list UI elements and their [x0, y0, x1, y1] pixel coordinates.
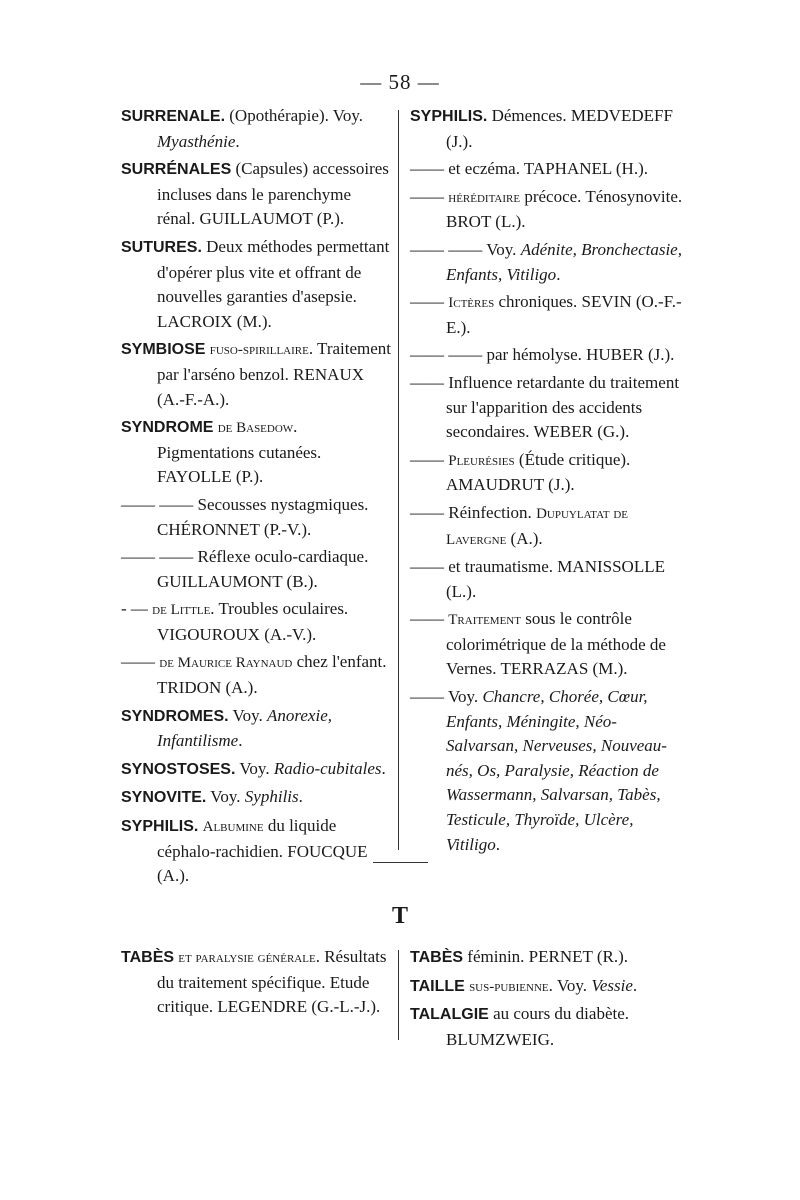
entry-text: Albumine [202, 819, 264, 836]
section-letter: T [391, 903, 408, 929]
entry-headword: TABÈS [410, 949, 464, 966]
entry-text: chroniques. SEVIN (O.-F.-E.). [446, 292, 682, 337]
entry-headword: SYNOVITE. [121, 789, 207, 807]
index-entry [121, 415, 393, 490]
entry-text: au cours du diabète. BLUMZWEIG. [446, 1004, 630, 1049]
index-entry [410, 290, 686, 340]
entry-headword: SYNDROMES. [121, 707, 229, 725]
entry-text: . [298, 787, 303, 807]
entry-text: —— —— Voy. [410, 239, 521, 259]
index-entry [121, 104, 393, 154]
index-entry [410, 501, 686, 552]
entry-text: de Little [152, 602, 211, 619]
index-entry [410, 343, 686, 368]
entry-text: —— Influence retardante du traitement sur l'apparition des accidents secondaires. WEBER (G.). [410, 372, 680, 442]
bottom-right-column [410, 945, 686, 1055]
entry-headword: SUTURES. [121, 238, 202, 256]
entry-text: de Maurice Raynaud [159, 655, 293, 672]
entry-text: fuso-spirillaire [209, 342, 309, 359]
right-column [410, 104, 686, 860]
entry-text: sous le contrôle colorimétrique de la méthode de Vernes. TERRAZAS (M.). [446, 609, 666, 679]
entry-headword: TAILLE [410, 977, 465, 995]
entry-text: Radio-cubitales [273, 758, 382, 778]
entry-headword: TALALGIE [410, 1006, 489, 1024]
index-entry [121, 757, 393, 783]
index-entry [121, 785, 393, 811]
entry-text: (Capsules) accessoires incluses dans le parenchyme rénal. GUILLAUMOT (P.). [157, 159, 389, 229]
left-column [121, 104, 393, 892]
entry-headword: SYNOSTOSES. [121, 760, 236, 778]
index-entry [410, 1002, 686, 1052]
entry-text: . Traitement par l'arséno benzol. RENAUX (A.-F.-A.). [157, 339, 392, 409]
entry-text: Ictères [448, 295, 495, 312]
entry-text: —— et eczéma. TAPHANEL (H.). [410, 159, 648, 179]
index-entry [121, 650, 393, 700]
index-entry [410, 685, 686, 857]
entry-text: Voy. [235, 758, 274, 778]
entry-text: —— [410, 186, 449, 206]
index-entry [410, 371, 686, 445]
entry-text: —— Voy. [410, 687, 483, 707]
entry-text: . Résultats du traitement spécifique. Etude critique. LEGENDRE (G.-L.-J.). [157, 947, 387, 1017]
index-entry [410, 185, 686, 235]
entry-text: Voy. [206, 787, 245, 807]
entry-text: Deux méthodes permettant d'opérer plus vite et offrant de nouvelles garanties d'asepsie. LACROIX (M.). [157, 236, 390, 331]
entry-text: . Troubles oculaires. VIGOUROUX (A.-V.). [157, 599, 349, 644]
entry-text: Vessie [591, 975, 633, 995]
index-entry [410, 238, 686, 287]
index-entry [121, 545, 393, 594]
index-entry [121, 597, 393, 647]
bottom-left-column [121, 945, 393, 1023]
entry-text: (A.). [506, 528, 543, 548]
entry-text: . [381, 758, 386, 778]
entry-text: —— [410, 449, 449, 469]
entry-text: . Voy. [548, 975, 592, 995]
index-entry [121, 235, 393, 334]
index-entry [410, 448, 686, 498]
section-separator-rule [373, 862, 428, 863]
column-divider [398, 110, 399, 850]
entry-text: Anorexie, Infantilisme [157, 705, 332, 751]
entry-text: —— —— Secousses nystagmiques. CHÉRONNET (P.-V.). [121, 494, 369, 539]
entry-text: héréditaire [448, 189, 521, 206]
bottom-column-divider [398, 950, 399, 1040]
entry-text: Myasthénie [157, 131, 236, 151]
index-entry [410, 607, 686, 682]
entry-text: . [556, 264, 561, 284]
entry-text: —— [410, 609, 449, 629]
entry-text: . [238, 731, 243, 751]
entry-text: (Étude critique). AMAUDRUT (J.). [446, 449, 631, 495]
entry-text: —— —— par hémolyse. HUBER (J.). [410, 345, 675, 365]
entry-text: —— Réinfection. [410, 502, 537, 522]
index-entry [410, 555, 686, 604]
entry-text: Voy. [228, 705, 268, 725]
entry-text: - — [121, 599, 153, 619]
entry-text: —— et traumatisme. MANISSOLLE (L.). [410, 557, 665, 601]
entry-text: de Basedow [217, 420, 294, 437]
entry-text: chez l'enfant. TRIDON (A.). [157, 652, 387, 698]
entry-text: féminin. PERNET (R.). [463, 947, 628, 966]
page-number: — 58 — [360, 70, 440, 94]
entry-text: Dupuylatat de Lavergne [446, 505, 628, 548]
index-entry [121, 337, 393, 412]
index-entry [121, 157, 393, 232]
entry-text: Démences. MEDVEDEFF (J.). [446, 106, 673, 151]
entry-headword: SYPHILIS. [410, 108, 488, 125]
entry-text: Chancre, Chorée, Cœur, Enfants, Méningite, Néo-Salvarsan, Nerveuses, Nouveau-nés, Os, Paralysie, Réaction de Wassermann, Salvarsan, Tabès, Testicule, Thyroïde, Ulcère, Vitiligo [446, 687, 667, 854]
entry-text: —— —— Réflexe oculo-cardiaque. GUILLAUMONT (B.). [121, 547, 369, 591]
index-entry [410, 974, 686, 1000]
entry-headword: SURRENALE. [121, 108, 226, 125]
index-entry [121, 945, 393, 1020]
entry-text: . Pigmentations cutanées. FAYOLLE (P.). [157, 417, 322, 487]
entry-headword: SYMBIOSE [121, 341, 206, 359]
entry-headword: TABÈS [121, 949, 175, 966]
entry-text: —— [410, 292, 449, 312]
index-entry [410, 157, 686, 182]
index-entry [121, 814, 393, 889]
entry-text: . [632, 975, 638, 995]
entry-text: précoce. Ténosynovite. BROT (L.). [446, 186, 683, 232]
entry-text: —— [121, 652, 160, 672]
entry-text: Adénite, Bronchectasie, Enfants, Vitiligo [446, 239, 682, 284]
entry-headword: SYPHILIS. [121, 818, 199, 836]
entry-text: . [235, 131, 240, 151]
index-entry [121, 493, 393, 542]
entry-text: Syphilis [244, 787, 299, 807]
index-entry [410, 945, 686, 971]
entry-text: . [495, 834, 500, 854]
entry-text: Traitement [448, 612, 521, 629]
entry-headword: SURRÉNALES [121, 161, 232, 179]
entry-text: sus-pubienne [469, 978, 549, 995]
entry-headword: SYNDROME [121, 419, 214, 437]
entry-text: (Opothérapie). Voy. [225, 106, 364, 125]
index-entry [410, 104, 686, 154]
entry-text: Pleurésies [448, 452, 515, 469]
entry-text: du liquide céphalo-rachidien. FOUCQUE (A.). [157, 816, 368, 886]
index-entry [121, 704, 393, 754]
entry-text: et paralysie générale [178, 950, 316, 966]
